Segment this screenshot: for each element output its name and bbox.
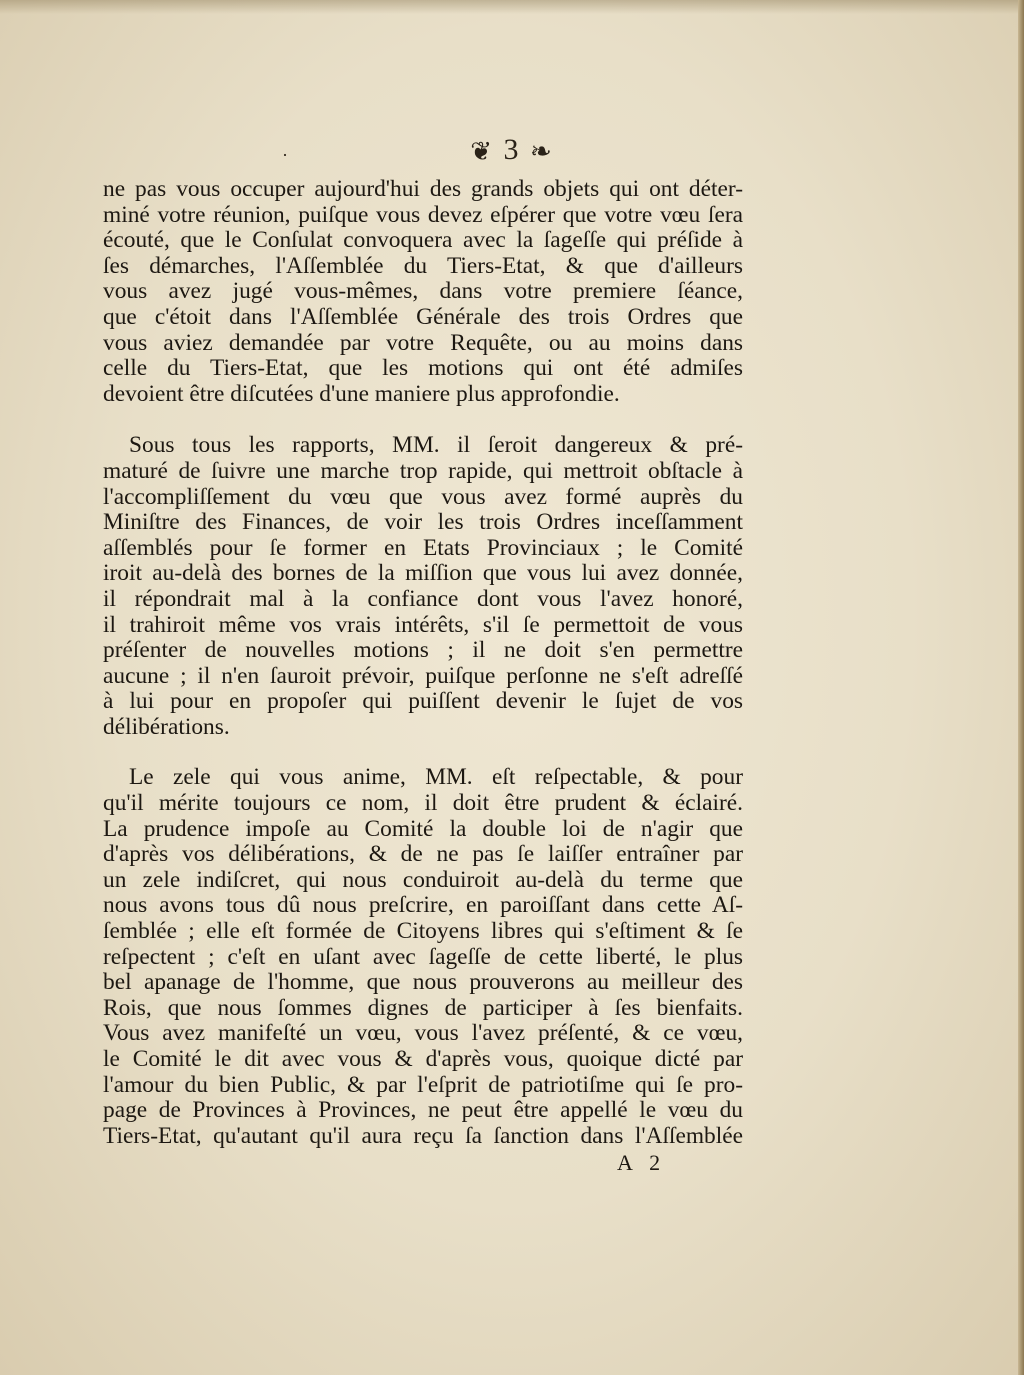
text-line: nous avons tous dû nous preſcrire, en paroiſſant dans cette Aſ-: [103, 892, 743, 919]
text-line: La prudence impoſe au Comité la double loi de n'agir que: [103, 815, 743, 842]
text-line: ſemblée ; elle eſt formée de Citoyens libres qui s'eſtiment & ſe: [103, 918, 743, 945]
running-head: [0, 133, 1024, 167]
text-line: devoient être diſcutées d'une maniere plus approfondie.: [103, 380, 620, 407]
text-line: Le zele qui vous anime, MM. eſt reſpectable, & pour: [129, 764, 743, 791]
text-line: à lui pour en propoſer qui puiſſent devenir le ſujet de vos: [103, 688, 743, 715]
text-line: préſenter de nouvelles motions ; il ne doit s'en permettre: [103, 637, 743, 664]
text-line: délibérations.: [103, 713, 230, 740]
text-line: celle du Tiers-Etat, que les motions qui ont été admiſes: [103, 355, 743, 382]
text-line: ne pas vous occuper aujourd'hui des grands objets qui ont déter-: [103, 176, 743, 202]
paragraph-2: [103, 433, 743, 740]
page-number: 3: [503, 133, 521, 166]
text-line: aucune ; il n'en ſauroit prévoir, puiſque perſonne ne s'eſt adreſſé: [103, 662, 743, 689]
page-right-edge: [1018, 0, 1024, 1375]
text-line: écouté, que le Conſulat convoquera avec la ſageſſe qui préſide à: [103, 227, 743, 254]
text-line: ſes démarches, l'Aſſemblée du Tiers-Etat, & que d'ailleurs: [103, 252, 743, 279]
text-line: miné votre réunion, puiſque vous devez eſpérer que votre vœu ſera: [103, 201, 743, 228]
text-line: vous aviez demandée par votre Requête, ou au moins dans: [103, 329, 743, 356]
right-ornament-icon: ❧: [530, 137, 554, 167]
text-line: page de Provinces à Provinces, ne peut être appellé le vœu du: [103, 1097, 743, 1124]
paragraph-3: [103, 765, 743, 1149]
left-ornament-icon: ❦: [470, 137, 494, 167]
text-line: d'après vos délibérations, & de ne pas ſe laiſſer entraîner par: [103, 841, 743, 868]
text-line: Rois, que nous ſommes dignes de participer à ſes bienfaits.: [103, 994, 743, 1021]
text-line: il répondrait mal à la confiance dont vous l'avez honoré,: [103, 585, 743, 612]
text-line: que c'étoit dans l'Aſſemblée Générale des trois Ordres que: [103, 303, 743, 330]
body-text: [103, 177, 743, 1149]
text-line: Vous avez manifeſté un vœu, vous l'avez préſenté, & ce vœu,: [103, 1020, 743, 1047]
head-dot: ·: [282, 145, 290, 165]
text-line: reſpectent ; c'eſt en uſant avec ſageſſe de cette liberté, le plus: [103, 943, 743, 970]
text-line: Tiers-Etat, qu'autant qu'il aura reçu ſa ſanction dans l'Aſſemblée: [103, 1122, 743, 1149]
text-line: maturé de ſuivre une marche trop rapide, qui mettroit obſtacle à: [103, 457, 743, 484]
text-line: Miniſtre des Finances, de voir les trois Ordres inceſſamment: [103, 509, 743, 536]
text-line: vous avez jugé vous-mêmes, dans votre premiere ſéance,: [103, 278, 743, 305]
text-line: bel apanage de l'homme, que nous prouverons au meilleur des: [103, 969, 743, 996]
text-line: iroit au-delà des bornes de la miſſion que vous lui avez donnée,: [103, 560, 743, 587]
page-top-shadow: [0, 0, 1024, 14]
text-line: Sous tous les rapports, MM. il ſeroit dangereux & pré-: [129, 432, 743, 459]
paragraph-1: [103, 177, 743, 407]
text-line: aſſemblés pour ſe former en Etats Provinciaux ; le Comité: [103, 534, 743, 561]
signature-mark: A 2: [617, 1150, 667, 1175]
text-line: le Comité le dit avec vous & d'après vous, quoique dicté par: [103, 1046, 743, 1072]
text-line: qu'il mérite toujours ce nom, il doit être prudent & éclairé.: [103, 790, 743, 817]
text-line: un zele indiſcret, qui nous conduiroit au-delà du terme que: [103, 866, 743, 893]
text-line: il trahiroit même vos vrais intérêts, s'il ſe permettoit de vous: [103, 611, 743, 638]
text-line: l'accompliſſement du vœu que vous avez formé auprès du: [103, 483, 743, 510]
text-line: l'amour du bien Public, & par l'eſprit de patriotiſme qui ſe pro-: [103, 1071, 743, 1098]
